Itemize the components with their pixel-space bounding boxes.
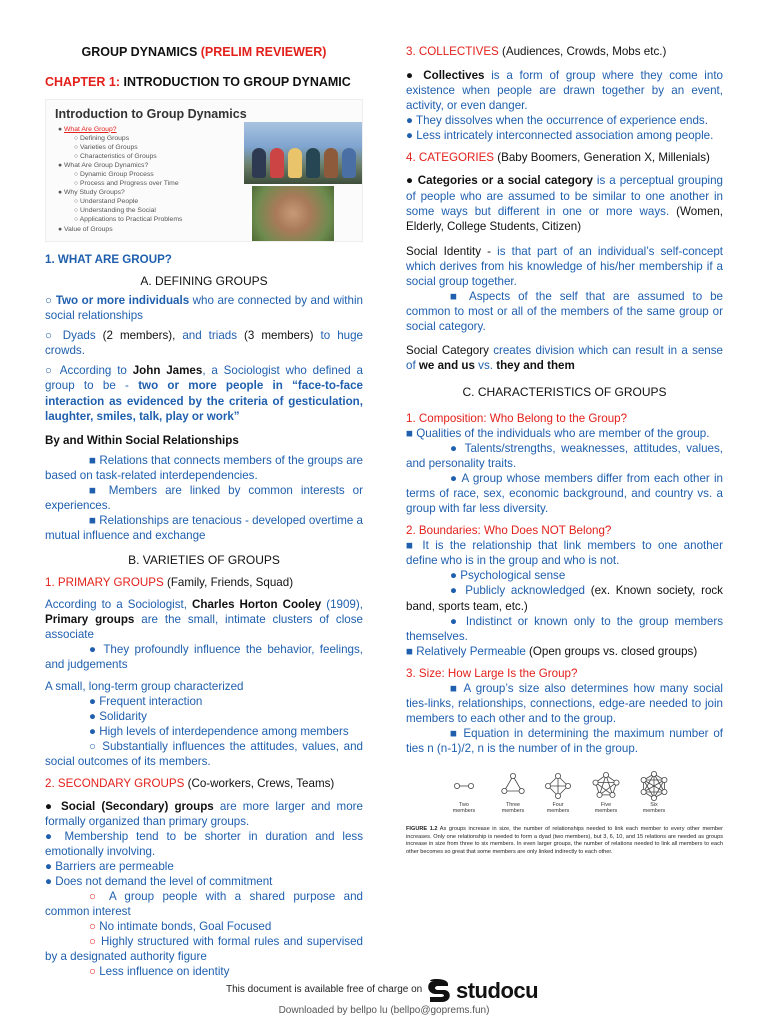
col-item-3: ● Less intricately interconnected association among people. (406, 129, 714, 143)
def-item-3: ○ According to John James, a Sociologist who defined a group to be - two or more people in “face-to-face interaction as evidenced by the criteria of gesticulation, laughter, smiles, talk, play or work” (45, 364, 364, 423)
studocu-logo-icon[interactable] (424, 977, 454, 1003)
slide-outline-item: ● What Are Group? (58, 125, 117, 133)
slide-outline-item: ○ Dynamic Group Process (74, 170, 154, 178)
comp-item-2: ● Talents/strengths, weaknesses, attitudes, values, and personality traits. (406, 441, 723, 470)
label-five-members: members (594, 808, 618, 815)
bound-item-3: ● Publicly acknowledged (ex. Known society, rock band, sports team, etc.) (406, 584, 723, 613)
network-node (651, 772, 656, 777)
def-item-1: ○ Two or more individuals who are connected by and within social relationships (45, 294, 363, 323)
chapter-title: INTRODUCTION TO GROUP DYNAMIC (123, 75, 351, 90)
bound-item-1: ■ It is the relationship that link members to one another define who is in the group and who is not. (406, 539, 723, 568)
bw-item-3: ■ Relationships are tenacious - developed overtime a mutual influence and exchange (45, 513, 363, 543)
network-node (510, 774, 515, 779)
boundaries-heading: 2. Boundaries: Who Does NOT Belong? (406, 524, 612, 538)
label-six: Six (650, 802, 658, 809)
label-five: Five (600, 802, 612, 809)
secondary-heading: 2. SECONDARY GROUPS (Co-workers, Crews, Teams) (45, 777, 335, 791)
figure-caption: FIGURE 1.2 As groups increase in size, the number of relationships needed to link each member to every other member increases. Only one relationship is needed to form a dyad (two members), but 3, 6, 10, and 15 relations are needed as groups increase in size from three to six members. In even larger groups, the number of relations needed to link all members to each other becomes so great that some members are only linked indirectly to each other. (406, 826, 723, 855)
prim-item-2: ● They profoundly influence the behavior, feelings, and judgements (45, 642, 363, 671)
size-item-2: ■ Equation in determining the maximum number of ties n (n-1)/2, n is the number of in the group. (406, 727, 723, 756)
page-title (45, 44, 363, 60)
slide-outline (56, 125, 246, 234)
sec-item-8: ○ Less influence on identity (89, 965, 230, 979)
categories-heading: 4. CATEGORIES (Baby Boomers, Generation X, Millenials) (406, 151, 710, 165)
slide-outline-item: ○ Applications to Practical Problems (74, 216, 183, 224)
network-node (597, 792, 602, 797)
social-identity-aspects: ■ Aspects of the self that are assumed to be common to most or all of the members of the same group or social category. (406, 289, 723, 333)
slide-outline-item: ● Why Study Groups? (58, 189, 125, 197)
label-three-members: members (501, 808, 525, 815)
network-node (610, 792, 615, 797)
size-item-1: ■ A group’s size also determines how many social ties-links, relationships, connections, edge-are needed to join members to each other and to the group. (406, 681, 723, 725)
def-item-2: ○ Dyads (2 members), and triads (3 members) to huge crowds. (45, 329, 363, 358)
network-node (614, 780, 619, 785)
prim-item-6: ● High levels of interdependence among members (89, 725, 349, 739)
network-node (565, 784, 570, 789)
chapter-heading (45, 74, 363, 90)
group-photo (244, 122, 362, 184)
network-node (662, 790, 667, 795)
slide-outline-item: ○ Understanding the Social (74, 207, 156, 215)
label-four: Four (552, 802, 564, 809)
chapter-label: CHAPTER 1: (45, 75, 124, 90)
slide-outline-item: ○ Understand People (74, 198, 139, 206)
comp-item-1: ■ Qualities of the individuals who are member of the group. (406, 426, 710, 440)
characteristics-heading: C. CHARACTERISTICS OF GROUPS (462, 385, 667, 400)
comp-item-3: ● A group whose members differ from each other in terms of race, sex, economic background, and country vs. a group with far less diversity. (406, 472, 723, 516)
network-node (641, 778, 646, 783)
network-edge (606, 775, 612, 795)
cat-item-1: ● Categories or a social category is a perceptual grouping of people who are assumed to be similar to one another in some ways but different in one or more ways. (Women, Elderly, College Students, Citizen) (406, 174, 723, 233)
varieties-heading: B. VARIETIES OF GROUPS (128, 553, 280, 568)
size-heading: 3. Size: How Large Is the Group? (406, 666, 578, 680)
network-node (502, 789, 507, 794)
slide-outline-item: ● What Are Group Dynamics? (58, 161, 149, 169)
network-node (651, 796, 656, 801)
network-node (662, 778, 667, 783)
composition-heading: 1. Composition: Who Belong to the Group? (406, 411, 628, 425)
collectives-heading: 3. COLLECTIVES (Audiences, Crowds, Mobs etc.) (406, 45, 667, 58)
prim-item-4: ● Frequent interaction (89, 695, 203, 709)
network-node (519, 789, 524, 794)
right-column (406, 44, 723, 856)
slide-title: Introduction to Group Dynamics (55, 106, 247, 121)
prim-item-3: A small, long-term group characterized (45, 680, 244, 694)
title-sub: (PRELIM REVIEWER) (200, 45, 327, 59)
network-diagrams (452, 772, 686, 822)
sec-item-6: ○ No intimate bonds, Goal Focused (89, 920, 272, 933)
hands-photo (252, 186, 334, 241)
label-six-members: members (642, 808, 666, 815)
network-node (454, 784, 459, 789)
sec-item-2: ● Membership tend to be shorter in duration and less emotionally involving. (45, 829, 363, 858)
slide-outline-item: ○ Process and Progress over Time (74, 180, 179, 188)
by-within-heading: By and Within Social Relationships (45, 433, 239, 447)
network-node (641, 790, 646, 795)
slide-outline-item: ○ Defining Groups (74, 134, 130, 142)
social-identity: Social Identity - is that part of an individual’s self-concept which derives from his knowledge of his/her membership if a social group together. (406, 244, 723, 288)
social-category: Social Category creates division which can result in a sense of we and us vs. they and them (406, 344, 724, 373)
bw-item-2: ■ Members are linked by common interests or experiences. (45, 483, 363, 512)
sec-item-4: ● Does not demand the level of commitment (45, 874, 273, 888)
sec-item-5: ○ A group people with a shared purpose and common interest (45, 889, 363, 918)
network-node (603, 773, 608, 778)
intro-slide-image (45, 99, 363, 242)
footer-available-text: This document is available free of charge on (226, 984, 423, 995)
bound-item-4: ● Indistinct or known only to the group members themselves. (406, 614, 723, 643)
label-three: Three (505, 802, 521, 809)
studocu-brand[interactable]: studocu (456, 978, 539, 1003)
prim-item-5: ● Solidarity (89, 710, 147, 724)
label-four-members: members (546, 808, 570, 815)
title-main: GROUP DYNAMICS (81, 45, 201, 59)
group-size-figure (406, 772, 723, 856)
network-node (545, 784, 550, 789)
slide-outline-item: ○ Varieties of Groups (74, 143, 138, 151)
sec-item-3: ● Barriers are permeable (45, 859, 174, 873)
network-edge (600, 775, 606, 795)
left-column (45, 44, 363, 979)
bw-item-1: ■ Relations that connects members of the groups are based on task-related interdependencies. (45, 453, 363, 482)
label-two-members: members (452, 808, 476, 815)
prim-item-7: ○ Substantially influences the attitudes, values, and social outcomes of its members. (45, 740, 363, 769)
col-item-2: ● They dissolves when the occurrence of experience ends. (406, 114, 708, 128)
network-node (593, 780, 598, 785)
section-what-are-group: 1. WHAT ARE GROUP? (45, 252, 172, 266)
bound-item-2: ● Psychological sense (450, 569, 566, 583)
network-node (468, 784, 473, 789)
network-node (555, 774, 560, 779)
slide-outline-item: ○ Characteristics of Groups (74, 152, 157, 160)
defining-groups-heading: A. DEFINING GROUPS (140, 273, 268, 288)
sec-item-1: ● Social (Secondary) groups are more larger and more formally organized than primary groups. (45, 799, 363, 828)
bound-item-5: ■ Relatively Permeable (Open groups vs. closed groups) (406, 644, 698, 658)
network-node (555, 794, 560, 799)
sec-item-7: ○ Highly structured with formal rules and supervised by a designated authority figure (45, 935, 363, 964)
slide-outline-item: ● Value of Groups (58, 225, 113, 233)
downloaded-by-text: Downloaded by bellpo lu (bellpo@goprems.fun) (278, 1005, 490, 1016)
primary-heading: 1. PRIMARY GROUPS (Family, Friends, Squad) (45, 575, 294, 589)
label-two: Two (459, 802, 469, 809)
col-item-1: ● Collectives is a form of group where they come into existence when people are drawn together by an event, activity, or even danger. (406, 69, 723, 113)
prim-item-1: According to a Sociologist, Charles Horton Cooley (1909), Primary groups are the small, intimate clusters of close associate (45, 597, 363, 641)
footer (0, 975, 768, 1005)
